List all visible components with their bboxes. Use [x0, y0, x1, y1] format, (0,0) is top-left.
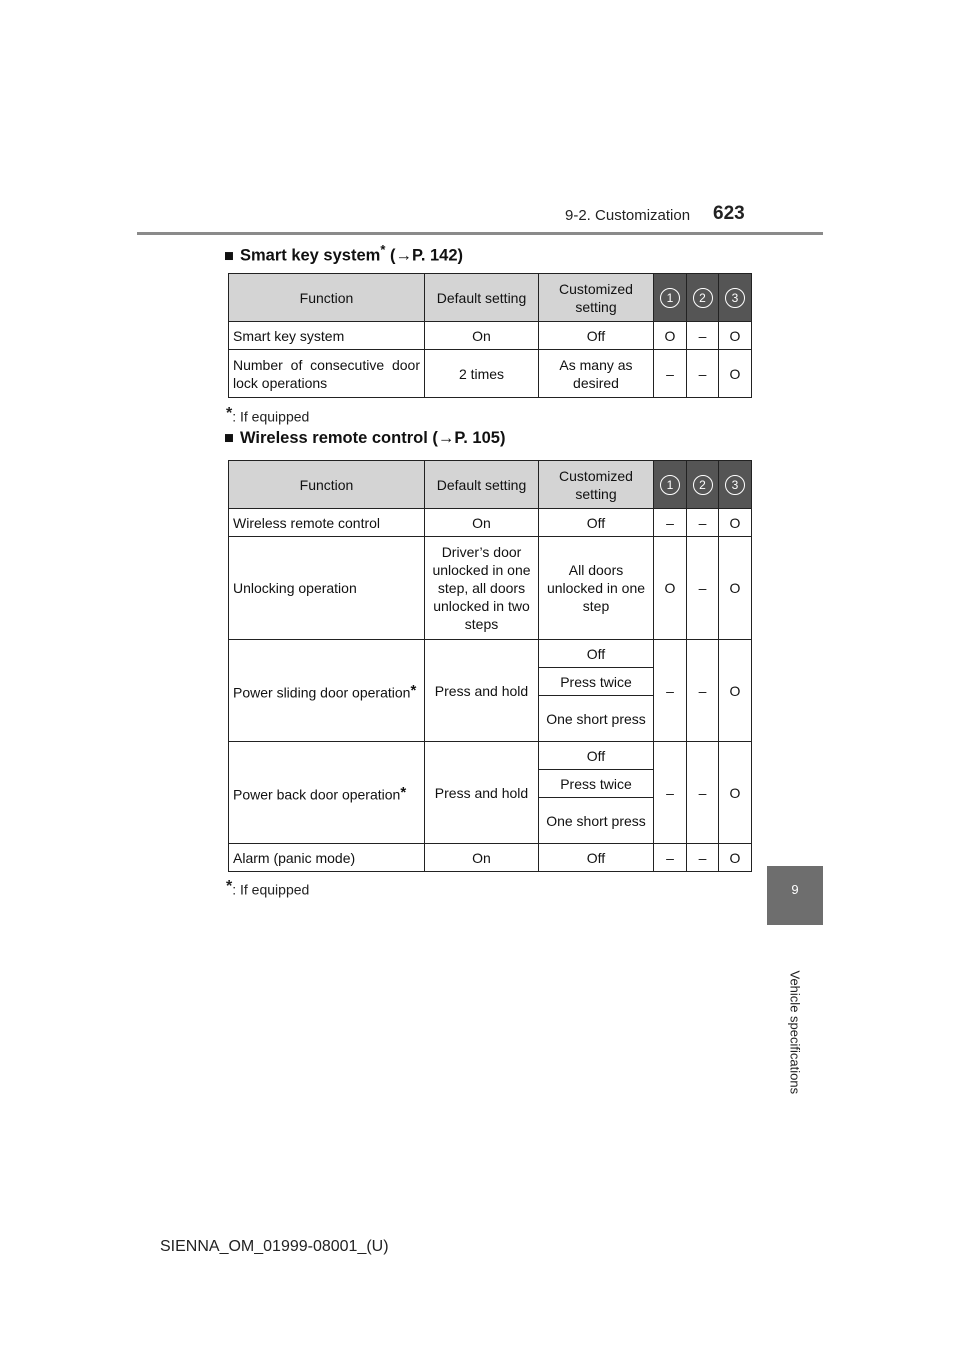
- custom-option-cell: Press twice: [539, 668, 654, 696]
- table-header-row: [229, 461, 752, 509]
- column-header-1: [654, 274, 687, 322]
- table-row: [229, 742, 752, 770]
- column-header-2: [687, 461, 719, 509]
- custom-option-cell: Off: [539, 640, 654, 668]
- circled-number-icon: 3: [725, 288, 745, 308]
- flag-cell: –: [654, 844, 687, 872]
- flag-cell: O: [654, 537, 687, 640]
- flag-cell: –: [654, 350, 687, 398]
- column-header-1: [654, 461, 687, 509]
- table-row: [229, 640, 752, 668]
- column-header-2: [687, 274, 719, 322]
- column-header: Default setting: [425, 274, 539, 322]
- function-cell: Number of consecutive door lock operations: [229, 350, 425, 398]
- flag-cell: –: [687, 509, 719, 537]
- asterisk-mark: *: [380, 242, 386, 257]
- flag-cell: O: [654, 322, 687, 350]
- default-cell: On: [425, 844, 539, 872]
- column-header-3: [719, 274, 752, 322]
- chapter-number: 9: [791, 882, 799, 897]
- table-row: [229, 537, 752, 640]
- asterisk-mark: *: [226, 405, 233, 422]
- asterisk-mark: *: [410, 682, 417, 700]
- chapter-tab-label: Vehicle specifications: [787, 970, 803, 1095]
- column-header: Customized setting: [539, 461, 654, 509]
- footnote: [226, 876, 309, 898]
- function-label: Power back door operation: [233, 786, 401, 803]
- smart-key-heading: [224, 242, 463, 266]
- page-reference-link[interactable]: (→P. 142): [389, 246, 464, 265]
- circled-number-icon: 1: [660, 288, 680, 308]
- column-header: Customized setting: [539, 274, 654, 322]
- section-title: 9-2. Customization: [565, 207, 691, 224]
- circled-number-icon: 3: [725, 475, 745, 495]
- circled-number-icon: 2: [693, 475, 713, 495]
- function-cell: Alarm (panic mode): [229, 844, 425, 872]
- footnote-text: : If equipped: [232, 881, 310, 898]
- flag-cell: –: [687, 742, 719, 844]
- square-bullet-icon: ■: [224, 429, 234, 447]
- function-label: Power sliding door operation: [233, 684, 411, 701]
- flag-cell: O: [719, 322, 752, 350]
- asterisk-mark: *: [400, 784, 407, 802]
- asterisk-mark: *: [226, 878, 233, 895]
- table-header-row: [229, 274, 752, 322]
- flag-cell: –: [687, 640, 719, 742]
- circled-number-icon: 2: [693, 288, 713, 308]
- document-code: SIENNA_OM_01999-08001_(U): [160, 1238, 389, 1255]
- default-cell: On: [425, 509, 539, 537]
- wireless-remote-table: [228, 460, 752, 872]
- circled-number-icon: 1: [660, 475, 680, 495]
- table-row: [229, 509, 752, 537]
- flag-cell: –: [687, 350, 719, 398]
- function-cell: [229, 640, 425, 742]
- column-header: Function: [229, 274, 425, 322]
- table-row: [229, 322, 752, 350]
- page-number: 623: [713, 203, 745, 224]
- table-row: [229, 350, 752, 398]
- default-cell: On: [425, 322, 539, 350]
- column-header-3: [719, 461, 752, 509]
- custom-cell: As many as desired: [539, 350, 654, 398]
- footnote-text: : If equipped: [232, 408, 310, 425]
- heading-title: Wireless remote control: [239, 429, 428, 447]
- square-bullet-icon: ■: [224, 246, 234, 265]
- smart-key-table: [228, 273, 752, 398]
- custom-cell: Off: [539, 844, 654, 872]
- column-header: Default setting: [425, 461, 539, 509]
- flag-cell: O: [719, 350, 752, 398]
- heading-title: Smart key system: [239, 246, 381, 265]
- default-cell: Driver’s door unlocked in one step, all doors unlocked in two steps: [425, 537, 539, 640]
- footnote: [226, 403, 309, 425]
- default-cell: 2 times: [425, 350, 539, 398]
- flag-cell: –: [687, 322, 719, 350]
- function-cell: Wireless remote control: [229, 509, 425, 537]
- flag-cell: O: [719, 509, 752, 537]
- custom-option-cell: One short press: [539, 696, 654, 742]
- function-cell: Unlocking operation: [229, 537, 425, 640]
- flag-cell: O: [719, 844, 752, 872]
- custom-option-cell: One short press: [539, 798, 654, 844]
- custom-cell: Off: [539, 509, 654, 537]
- header-divider: [137, 232, 823, 235]
- custom-cell: Off: [539, 322, 654, 350]
- flag-cell: –: [654, 742, 687, 844]
- custom-option-cell: Off: [539, 742, 654, 770]
- default-cell: Press and hold: [425, 742, 539, 844]
- flag-cell: –: [654, 640, 687, 742]
- flag-cell: –: [687, 537, 719, 640]
- flag-cell: O: [719, 537, 752, 640]
- flag-cell: O: [719, 640, 752, 742]
- custom-cell: All doors unlocked in one step: [539, 537, 654, 640]
- function-cell: Smart key system: [229, 322, 425, 350]
- flag-cell: –: [654, 509, 687, 537]
- column-header: Function: [229, 461, 425, 509]
- table-row: [229, 844, 752, 872]
- wireless-remote-heading: [224, 429, 505, 448]
- default-cell: Press and hold: [425, 640, 539, 742]
- chapter-tab[interactable]: [767, 866, 823, 925]
- function-cell: [229, 742, 425, 844]
- flag-cell: –: [687, 844, 719, 872]
- flag-cell: O: [719, 742, 752, 844]
- page-reference-link[interactable]: (→P. 105): [432, 429, 506, 447]
- custom-option-cell: Press twice: [539, 770, 654, 798]
